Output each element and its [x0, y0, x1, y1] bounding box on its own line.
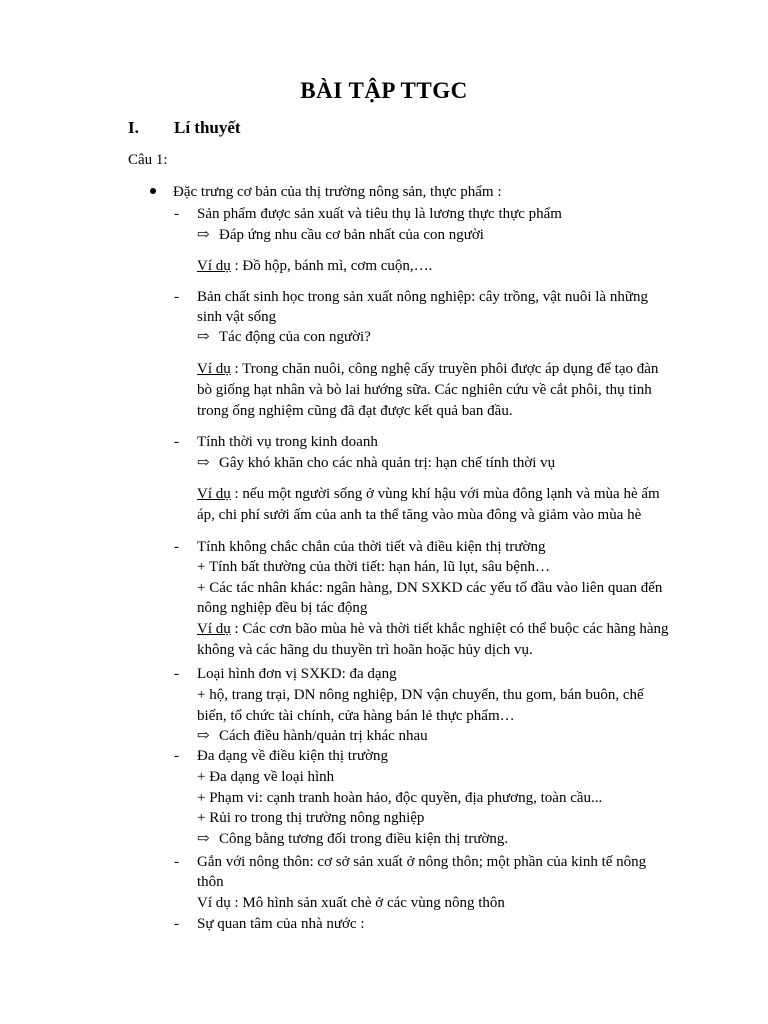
item-1-arrow-text: Đáp ứng nhu cầu cơ bản nhất của con người [219, 227, 484, 243]
example-label: Ví dụ [197, 258, 231, 274]
item-6-point-2: + Phạm vi: cạnh tranh hoàn hảo, độc quyền, địa phương, toàn cầu... [197, 790, 603, 806]
item-1-example [197, 256, 432, 276]
item-5-point-1b: biến, tổ chức tài chính, cửa hàng bán lẻ thực phẩm… [197, 708, 515, 724]
section-heading: Lí thuyết [174, 118, 241, 137]
arrow-icon: ⇨ [197, 728, 210, 744]
item-2-line-1: Bản chất sinh học trong sản xuất nông nghiệp: cây trồng, vật nuôi là những [197, 289, 648, 305]
item-5-arrow-text: Cách điều hành/quản trị khác nhau [219, 728, 428, 744]
item-3-text: Tính thời vụ trong kinh doanh [197, 434, 378, 450]
section-number: I. [128, 118, 139, 137]
item-5-point-1a: + hộ, trang trại, DN nông nghiệp, DN vận chuyển, thu gom, bán buôn, chế [197, 687, 644, 703]
bullet-icon [150, 182, 156, 202]
item-4-example-line-1 [197, 619, 669, 639]
item-3-example-line-2: áp, chi phí sưởi ấm của anh ta thể tăng vào mùa đông và giảm vào mùa hè [197, 507, 642, 523]
item-6-point-1: + Đa dạng về loại hình [197, 769, 335, 785]
item-1-example-text: : Đồ hộp, bánh mì, cơm cuộn,…. [234, 258, 433, 274]
item-4-example-text: : Các cơn bão mùa hè và thời tiết khắc nghiệt có thể buộc các hãng hàng [234, 621, 669, 637]
item-2-line-2: sinh vật sống [197, 309, 277, 325]
arrow-icon: ⇨ [197, 831, 210, 847]
item-5-text: Loại hình đơn vị SXKD: đa dạng [197, 666, 397, 682]
dash-marker: - [174, 539, 179, 555]
item-3-example-text: : nếu một người sống ở vùng khí hậu với mùa đông lạnh và mùa hè ấm [234, 486, 660, 502]
dash-marker: - [174, 854, 179, 870]
item-4-example-line-2: không và các hãng du thuyền trì hoãn hoặc hủy dịch vụ. [197, 642, 533, 658]
bullet-heading: Đặc trưng cơ bản của thị trường nông sản, thực phẩm : [173, 184, 502, 200]
item-7-line-2: thôn [197, 874, 224, 890]
dash-marker: - [174, 206, 179, 222]
item-8-text: Sự quan tâm của nhà nước : [197, 916, 365, 932]
item-3-arrow-text: Gây khó khăn cho các nhà quản trị: hạn chế tính thời vụ [219, 455, 556, 471]
dash-marker: - [174, 666, 179, 682]
document-title: BÀI TẬP TTGC [300, 78, 468, 103]
item-4-point-2b: nông nghiệp đều bị tác động [197, 600, 368, 616]
dash-marker: - [174, 748, 179, 764]
item-2-arrow-text: Tác động của con người? [219, 329, 371, 345]
arrow-icon: ⇨ [197, 329, 210, 345]
arrow-icon: ⇨ [197, 227, 210, 243]
item-4-point-2a: + Các tác nhân khác: ngân hàng, DN SXKD các yếu tố đầu vào liên quan đến [197, 580, 663, 596]
item-2-example-line-1 [197, 359, 658, 379]
question-label: Câu 1: [128, 152, 168, 168]
item-1-text: Sản phẩm được sản xuất và tiêu thụ là lương thực thực phẩm [197, 206, 562, 222]
item-7-example: Ví dụ : Mô hình sản xuất chè ở các vùng nông thôn [197, 895, 505, 911]
item-6-text: Đa dạng về điều kiện thị trường [197, 748, 389, 764]
dash-marker: - [174, 434, 179, 450]
example-label: Ví dụ [197, 621, 231, 637]
example-label: Ví dụ [197, 361, 231, 377]
dash-marker: - [174, 916, 179, 932]
item-2-example-line-3: trong ống nghiệm cũng đã đạt được kết quả ban đầu. [197, 403, 513, 419]
item-7-line-1: Gắn với nông thôn: cơ sở sản xuất ở nông thôn; một phần của kinh tế nông [197, 854, 647, 870]
dash-marker: - [174, 289, 179, 305]
item-6-point-3: + Rủi ro trong thị trường nông nghiệp [197, 810, 425, 826]
item-6-arrow-text: Công bằng tương đối trong điều kiện thị trường. [219, 831, 509, 847]
item-2-example-text: : Trong chăn nuôi, công nghệ cấy truyền phôi được áp dụng để tạo đàn [234, 361, 659, 377]
arrow-icon: ⇨ [197, 455, 210, 471]
example-label: Ví dụ [197, 486, 231, 502]
item-4-point-1: + Tính bất thường của thời tiết: hạn hán, lũ lụt, sâu bệnh… [197, 559, 550, 575]
item-4-text: Tính không chắc chắn của thời tiết và điều kiện thị trường [197, 539, 546, 555]
item-2-example-line-2: bò giống hạt nhân và bò lai hướng sữa. Các nghiên cứu về cắt phôi, thụ tinh [197, 382, 652, 398]
item-3-example-line-1 [197, 484, 660, 504]
